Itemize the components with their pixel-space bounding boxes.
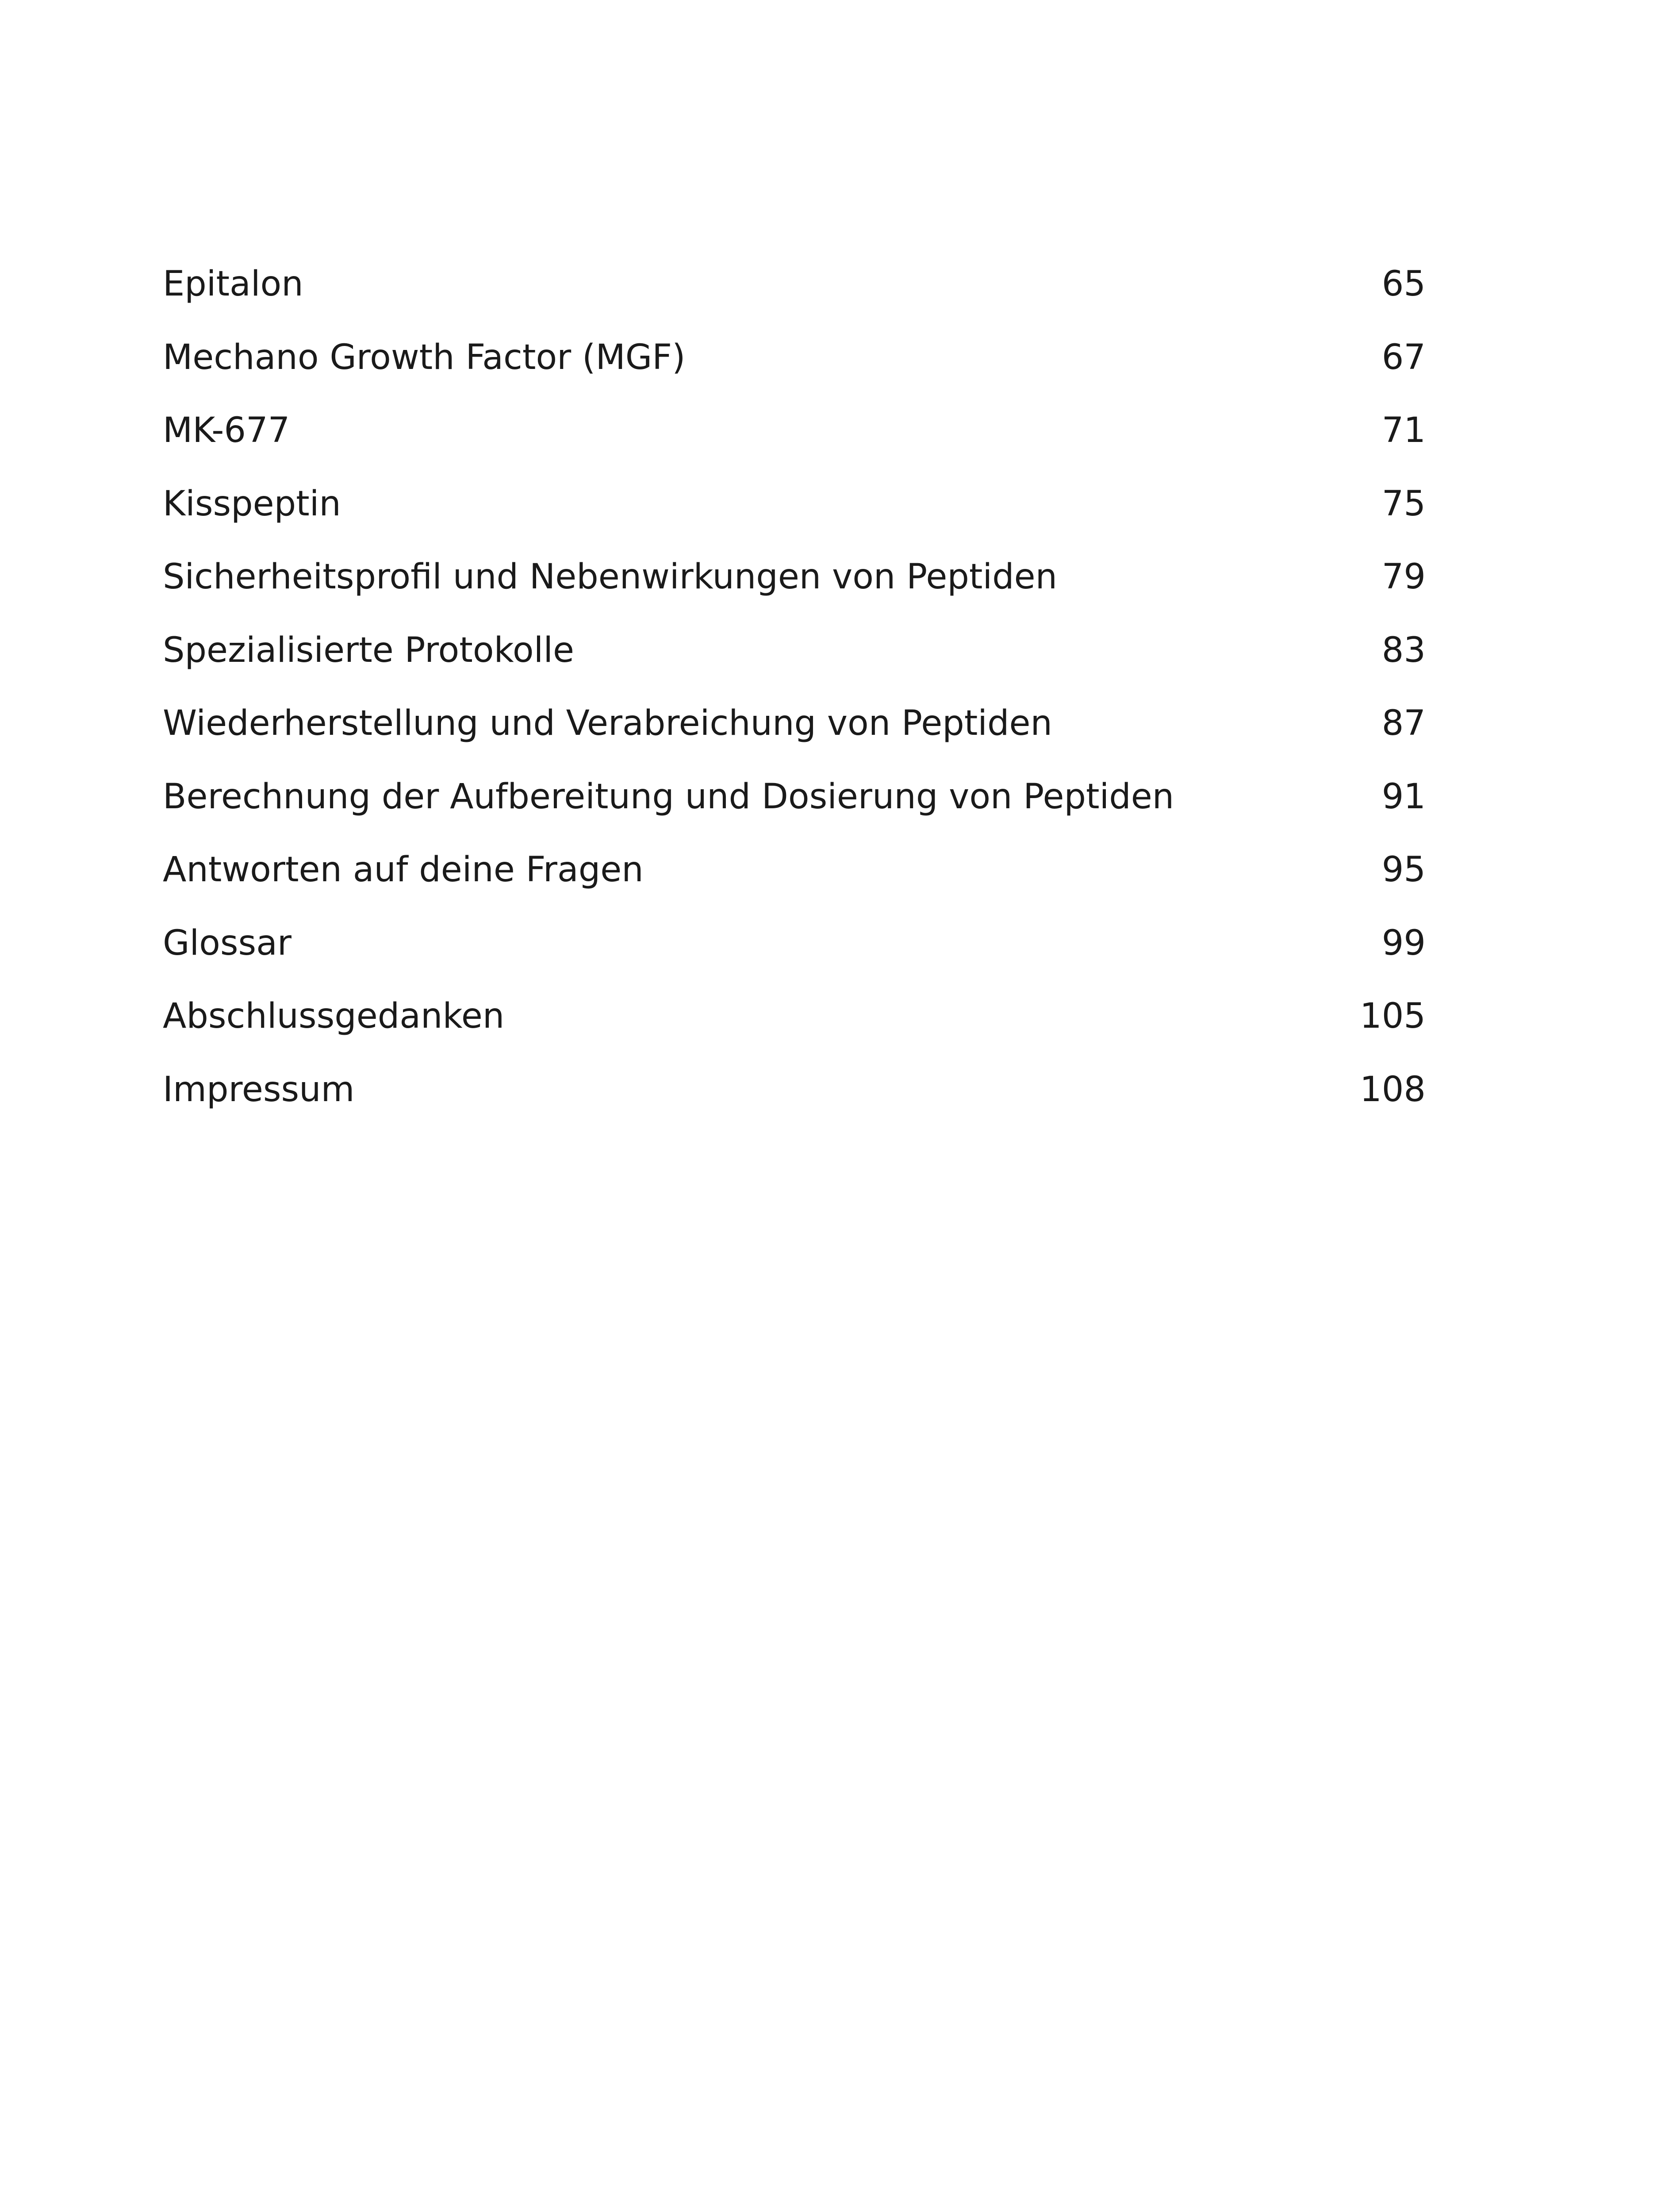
table-of-contents xyxy=(163,248,1426,1126)
toc-entry-title: Spezialisierte Protokolle xyxy=(163,630,574,670)
toc-entry-title: Sicherheitsprofil und Nebenwirkungen von Peptiden xyxy=(163,557,1058,597)
toc-entry-title: Glossar xyxy=(163,923,292,963)
toc-entry-spezialisierte-protokolle[interactable] xyxy=(163,614,1426,687)
toc-entry-berechnung[interactable] xyxy=(163,760,1426,834)
toc-entry-page-number: 99 xyxy=(1381,923,1426,963)
toc-entry-page-number: 108 xyxy=(1360,1069,1426,1110)
toc-entry-page-number: 95 xyxy=(1381,850,1426,890)
toc-entry-wiederherstellung[interactable] xyxy=(163,687,1426,760)
toc-entry-title: Wiederherstellung und Verabreichung von Peptiden xyxy=(163,703,1052,743)
toc-entry-page-number: 83 xyxy=(1381,630,1426,670)
toc-entry-mechano-growth-factor[interactable] xyxy=(163,321,1426,395)
toc-entry-title: Kisspeptin xyxy=(163,484,341,524)
toc-entry-page-number: 67 xyxy=(1381,337,1426,377)
toc-entry-page-number: 105 xyxy=(1360,996,1426,1036)
toc-entry-glossar[interactable] xyxy=(163,907,1426,980)
toc-entry-title: Antworten auf deine Fragen xyxy=(163,850,644,890)
toc-entry-title: Epitalon xyxy=(163,264,303,304)
toc-entry-page-number: 91 xyxy=(1381,776,1426,817)
toc-entry-title: Berechnung der Aufbereitung und Dosierung von Peptiden xyxy=(163,776,1174,817)
toc-entry-title: Abschlussgedanken xyxy=(163,996,505,1036)
toc-entry-antworten[interactable] xyxy=(163,833,1426,907)
toc-entry-title: Impressum xyxy=(163,1069,355,1110)
toc-entry-page-number: 65 xyxy=(1381,264,1426,304)
toc-entry-abschlussgedanken[interactable] xyxy=(163,980,1426,1053)
toc-entry-title: MK-677 xyxy=(163,411,290,450)
toc-entry-epitalon[interactable] xyxy=(163,248,1426,321)
toc-entry-kisspeptin[interactable] xyxy=(163,468,1426,541)
toc-entry-sicherheitsprofil[interactable] xyxy=(163,541,1426,614)
toc-entry-page-number: 79 xyxy=(1381,557,1426,597)
toc-entry-page-number: 87 xyxy=(1381,703,1426,743)
toc-entry-page-number: 75 xyxy=(1381,484,1426,524)
toc-entry-mk-677[interactable] xyxy=(163,394,1426,468)
toc-entry-title: Mechano Growth Factor (MGF) xyxy=(163,337,686,377)
toc-entry-impressum[interactable] xyxy=(163,1053,1426,1127)
toc-entry-page-number: 71 xyxy=(1381,411,1426,450)
